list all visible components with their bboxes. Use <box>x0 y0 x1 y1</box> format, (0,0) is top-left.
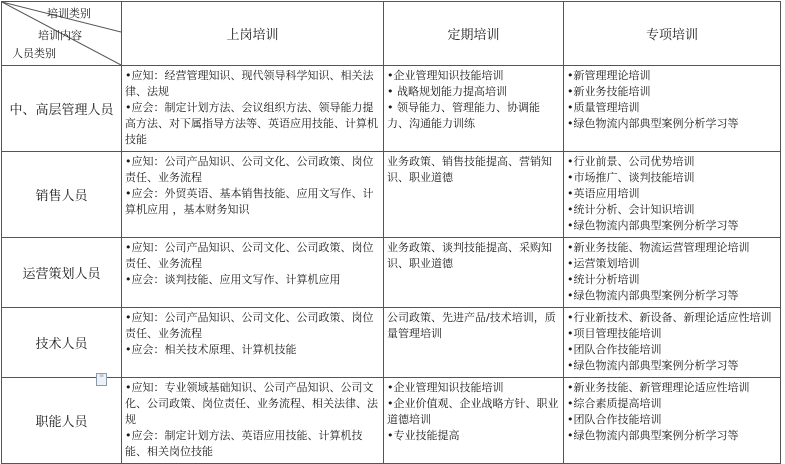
special-cell <box>564 66 781 152</box>
header-row <box>2 2 781 66</box>
cell-line: •行业新技术、新设备、新理论适应性培训 <box>567 311 772 324</box>
cell-line: •统计分析培训 <box>567 273 640 286</box>
cell-line: •运营策划培训 <box>567 257 640 270</box>
cell-line: •应知：公司产品知识、公司文化、公司政策、岗位责任、业务流程 <box>125 241 374 270</box>
cell-line: • 战略规划能力提高培训 <box>387 85 507 98</box>
cell-line: •新业务技能、物流运营管理理论培训 <box>567 241 750 254</box>
cell-line: •绿色物流内部典型案例分析学习等 <box>567 429 739 442</box>
cell-line: •新业务技能、新管理理论适应性培训 <box>567 381 750 394</box>
cell-line: 公司政策、先进产品/技术培训，质量管理培训 <box>387 311 556 340</box>
cell-line: •质量管理培训 <box>567 101 640 114</box>
onboarding-cell <box>122 308 384 378</box>
cell-line: •应会：相关技术原理、计算机技能 <box>125 343 297 356</box>
cell-line: •应知：公司产品知识、公司文化、公司政策、岗位责任、业务流程 <box>125 155 374 184</box>
periodic-cell <box>384 152 564 238</box>
corner-label-training-type: 培训类别 <box>47 7 91 20</box>
row-label: 运营策划人员 <box>2 238 122 308</box>
table-row <box>2 152 781 238</box>
onboarding-cell <box>122 152 384 238</box>
cell-line: •绿色物流内部典型案例分析学习等 <box>567 219 739 232</box>
cell-line: •统计分析、会计知识培训 <box>567 203 695 216</box>
cell-line: •绿色物流内部典型案例分析学习等 <box>567 289 739 302</box>
corner-label-staff-type: 人员类别 <box>12 47 56 60</box>
cell-line: •新业务技能培训 <box>567 85 651 98</box>
cell-line: •团队合作技能培训 <box>567 413 662 426</box>
cell-line: •应知：专业领域基础知识、公司产品知识、公司文化、公司政策、岗位责任、业务流程、相关法律、法规 <box>125 381 378 426</box>
row-label: 销售人员 <box>2 152 122 238</box>
corner-label-training-content: 培训内容 <box>38 29 82 42</box>
header-special: 专项培训 <box>564 2 781 66</box>
table-row <box>2 308 781 378</box>
cell-line: •专业技能提高 <box>387 429 460 442</box>
special-cell <box>564 152 781 238</box>
periodic-cell <box>384 238 564 308</box>
special-cell <box>564 238 781 308</box>
onboarding-cell <box>122 66 384 152</box>
cell-line: •团队合作技能培训 <box>567 343 662 356</box>
cell-line: •企业管理知识技能培训 <box>387 381 504 394</box>
cell-line: •新管理理论培训 <box>567 69 651 82</box>
special-cell <box>564 378 781 464</box>
cell-line: •应会：外贸英语、基本销售技能、应用文写作、计算机应用 ，基本财务知识 <box>125 187 374 216</box>
cell-line: •应知：公司产品知识、公司文化、公司政策、岗位责任、业务流程 <box>125 311 374 340</box>
cell-line: •英语应用培训 <box>567 187 640 200</box>
cell-line: 业务政策、谈判技能提高、采购知识、职业道德 <box>387 241 552 270</box>
special-cell <box>564 308 781 378</box>
cell-line: •应会：谈判技能、应用文写作、计算机应用 <box>125 273 341 286</box>
table-row <box>2 238 781 308</box>
cell-line: •企业管理知识技能培训 <box>387 69 504 82</box>
row-label: 中、高层管理人员 <box>2 66 122 152</box>
cell-line: •项目管理技能培训 <box>567 327 662 340</box>
table-row <box>2 378 781 464</box>
row-label: 技术人员 <box>2 308 122 378</box>
cell-line: •企业价值观、企业战略方针、职业道德培训 <box>387 397 559 426</box>
document-note-icon: ≡ <box>96 373 107 386</box>
cell-line: •绿色物流内部典型案例分析学习等 <box>567 117 739 130</box>
periodic-cell <box>384 308 564 378</box>
header-onboarding: 上岗培训 <box>122 2 384 66</box>
cell-line: • 领导能力、管理能力、协调能力、沟通能力训练 <box>387 101 540 130</box>
cell-line: •行业前景、公司优势培训 <box>567 155 695 168</box>
cell-line: •应知：经营管理知识、现代领导科学知识、相关法律、法规 <box>125 69 374 98</box>
table-row <box>2 66 781 152</box>
cell-line: •综合素质提高培训 <box>567 397 662 410</box>
corner-diagonal-cell <box>2 2 122 66</box>
periodic-cell <box>384 66 564 152</box>
training-table <box>1 1 781 464</box>
periodic-cell <box>384 378 564 464</box>
cell-line: •应会：制定计划方法、会议组织方法、领导能力提高方法、对下属指导方法等、英语应用技能、计算机技能 <box>125 101 378 146</box>
cell-line: •应会：制定计划方法、英语应用技能、计算机技能、相关岗位技能 <box>125 429 363 458</box>
onboarding-cell <box>122 238 384 308</box>
header-periodic: 定期培训 <box>384 2 564 66</box>
onboarding-cell <box>122 378 384 464</box>
cell-line: •市场推广、谈判技能培训 <box>567 171 695 184</box>
cell-line: •绿色物流内部典型案例分析学习等 <box>567 359 739 372</box>
row-label: 职能人员 <box>2 378 122 464</box>
cell-line: 业务政策、销售技能提高、营销知识、职业道德 <box>387 155 552 184</box>
